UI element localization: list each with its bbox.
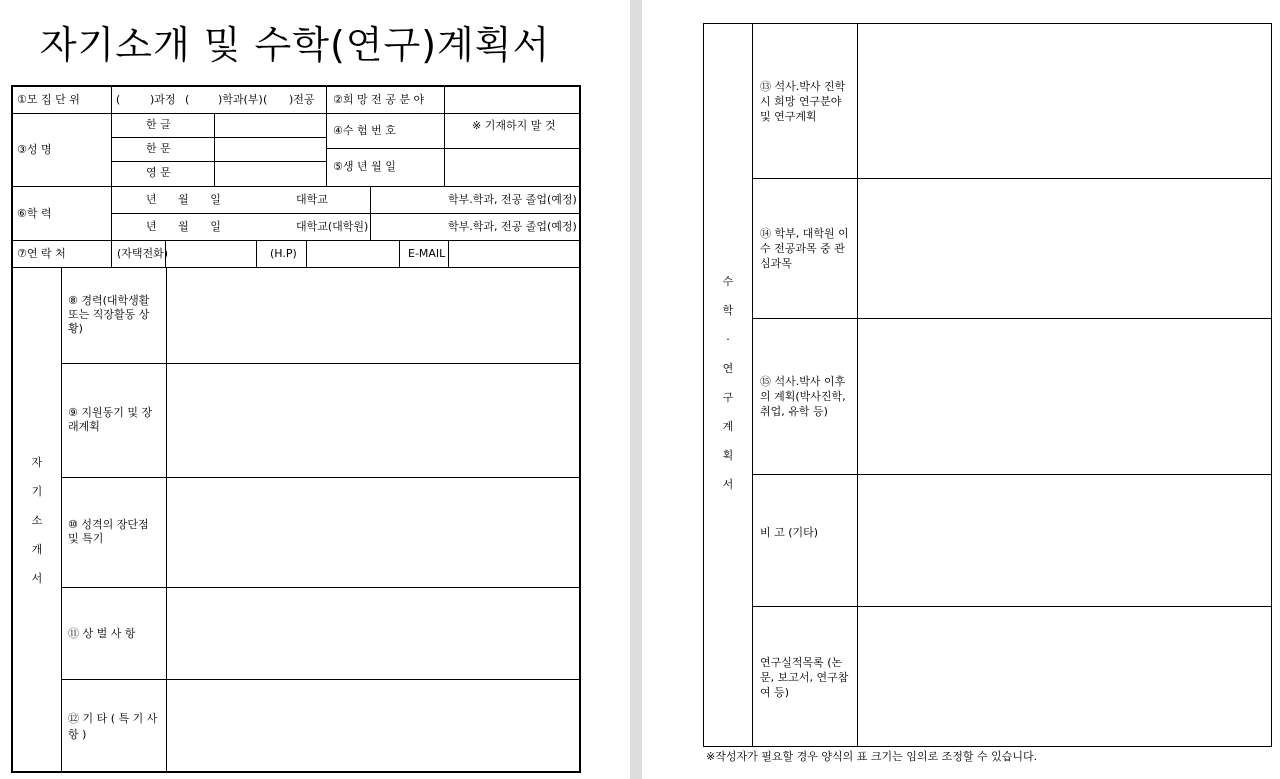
research-plan-field[interactable] [859,25,1270,177]
cell-divider [166,267,167,772]
table-border-bottom [703,746,1272,747]
table-border-right [1271,23,1272,747]
paren-text: ( [116,93,121,106]
row-divider [61,587,581,588]
cell-divider [326,85,327,186]
course-text: )과정 [150,93,176,106]
english-label: 영 문 [146,166,171,179]
row-divider [752,178,1272,179]
row-divider [752,318,1272,319]
vertical-char: 기 [31,485,43,498]
personality-label: ⑩ 성격의 장단점 및 특기 [68,518,149,545]
cell-divider [111,85,112,114]
page-title: 자기소개 및 수학(연구)계획서 [39,23,551,67]
cell-divider [857,23,858,747]
vertical-char: 학 [722,304,734,317]
study-plan-vertical-label [721,267,735,499]
table-border-right [579,85,581,773]
remarks-field[interactable] [859,476,1270,605]
vertical-char: 수 [722,275,734,288]
interest-courses-label: ⑭ 학부, 대학원 이수 전공과목 중 관심과목 [760,227,849,270]
table-border-left [703,23,704,747]
row-divider [11,267,581,268]
paren-text: ( [185,93,190,106]
form-page-1 [0,0,630,779]
table-border-left [11,85,13,773]
cell-divider [399,240,400,267]
row-divider [111,137,327,138]
other-field[interactable] [168,681,578,770]
home-phone-label: (자택전화) [117,247,169,260]
edu-date-label: 년 월 일 [146,220,221,233]
vertical-char: 획 [722,449,734,462]
career-label: ⑧ 경력(대학생활 또는 직장활동 상황) [68,294,150,335]
vertical-char: 계 [722,420,734,433]
edu-school-label: 대학교 [296,193,328,206]
other-label: ⑫ 기 타 ( 특 기 사 항 ) [68,712,158,741]
home-phone-field[interactable] [167,242,255,266]
row-divider [61,363,581,364]
name-english-field[interactable] [216,163,325,185]
row-divider [111,213,581,214]
name-label [17,143,105,157]
motivation-field[interactable] [168,365,578,476]
awards-label: ⑪ 상 벌 사 항 [68,627,136,640]
future-plan-label: ⑮ 석사.박사 이후의 계획(박사진학, 취업, 유학 등) [760,375,846,418]
future-plan-field[interactable] [859,320,1270,473]
row-divider [326,148,581,149]
birth-label: ⑤생 년 월 일 [333,160,396,173]
edu-date-label: 년 월 일 [146,193,221,206]
remarks-label: 비 고 (기타) [760,526,819,539]
cell-divider [61,267,62,772]
career-field[interactable] [168,269,578,362]
page-gap [630,0,642,779]
row-divider [61,477,581,478]
dept-text: )학과(부) [218,93,263,106]
contact-label: ⑦연 락 처 [17,247,66,260]
cell-divider [444,85,445,186]
edu-school-label: 대학교(대학원) [296,220,369,233]
row-divider [11,186,581,187]
vertical-char: 소 [31,514,43,527]
self-intro-vertical-label [30,448,44,593]
row-divider [752,474,1272,475]
row-divider [11,113,581,114]
row-divider [752,606,1272,607]
hanmun-label: 한 문 [146,142,171,155]
awards-field[interactable] [168,589,578,678]
table-border-bottom [11,771,581,773]
vertical-char: 구 [722,391,734,404]
name-label-text: ③성 명 [17,143,52,156]
cell-divider [214,113,215,186]
exam-number-label: ④수 험 번 호 [333,124,396,137]
cell-divider [306,240,307,267]
vertical-char: 연 [722,362,734,375]
name-hanmun-field[interactable] [216,139,325,160]
exam-note: ※ 기재하지 말 것 [472,119,556,132]
email-label: E-MAIL [408,247,446,260]
form-page-2 [642,0,1280,779]
row-divider [11,240,581,241]
vertical-char: 개 [31,543,43,556]
cell-divider [752,23,753,747]
edu-major-label: 학부.학과, 전공 졸업(예정) [448,193,577,206]
research-plan-label: ⑬ 석사.박사 진학시 희망 연구분야 및 연구계획 [760,80,846,123]
hope-major-label: ②희 망 전 공 분 야 [333,93,425,106]
email-field[interactable] [450,242,578,266]
paren-text: ( [263,93,268,106]
cell-divider [111,113,112,186]
birth-field[interactable] [446,150,578,185]
cell-divider [448,240,449,267]
cell-divider [111,240,112,267]
vertical-char: 서 [31,572,43,585]
row-divider [61,679,581,680]
vertical-char: · [726,333,730,346]
hangul-label: 한 글 [146,118,171,131]
edu-major-label: 학부.학과, 전공 졸업(예정) [448,220,577,233]
education-label: ⑥학 력 [17,207,52,220]
motivation-label: ⑨ 지원동기 및 장래계획 [68,406,153,433]
recruit-unit-label: ①모 집 단 위 [17,93,80,106]
mobile-label: (H.P) [270,247,297,260]
interest-courses-field[interactable] [859,180,1270,317]
cell-divider [256,240,257,267]
mobile-field[interactable] [308,242,398,266]
major-text: )전공 [289,93,315,106]
name-hangul-field[interactable] [216,115,325,136]
research-record-label: 연구실적목록 (논문, 보고서, 연구참여 등) [760,656,849,699]
vertical-char: 서 [722,478,734,491]
hope-major-field[interactable] [446,87,578,113]
research-record-field[interactable] [859,608,1270,745]
vertical-char: 자 [31,456,43,469]
row-divider [111,161,327,162]
table-border-top [703,23,1272,24]
footnote: ※작성자가 필요할 경우 양식의 표 크기는 임의로 조정할 수 있습니다. [706,750,1038,763]
personality-field[interactable] [168,479,578,586]
